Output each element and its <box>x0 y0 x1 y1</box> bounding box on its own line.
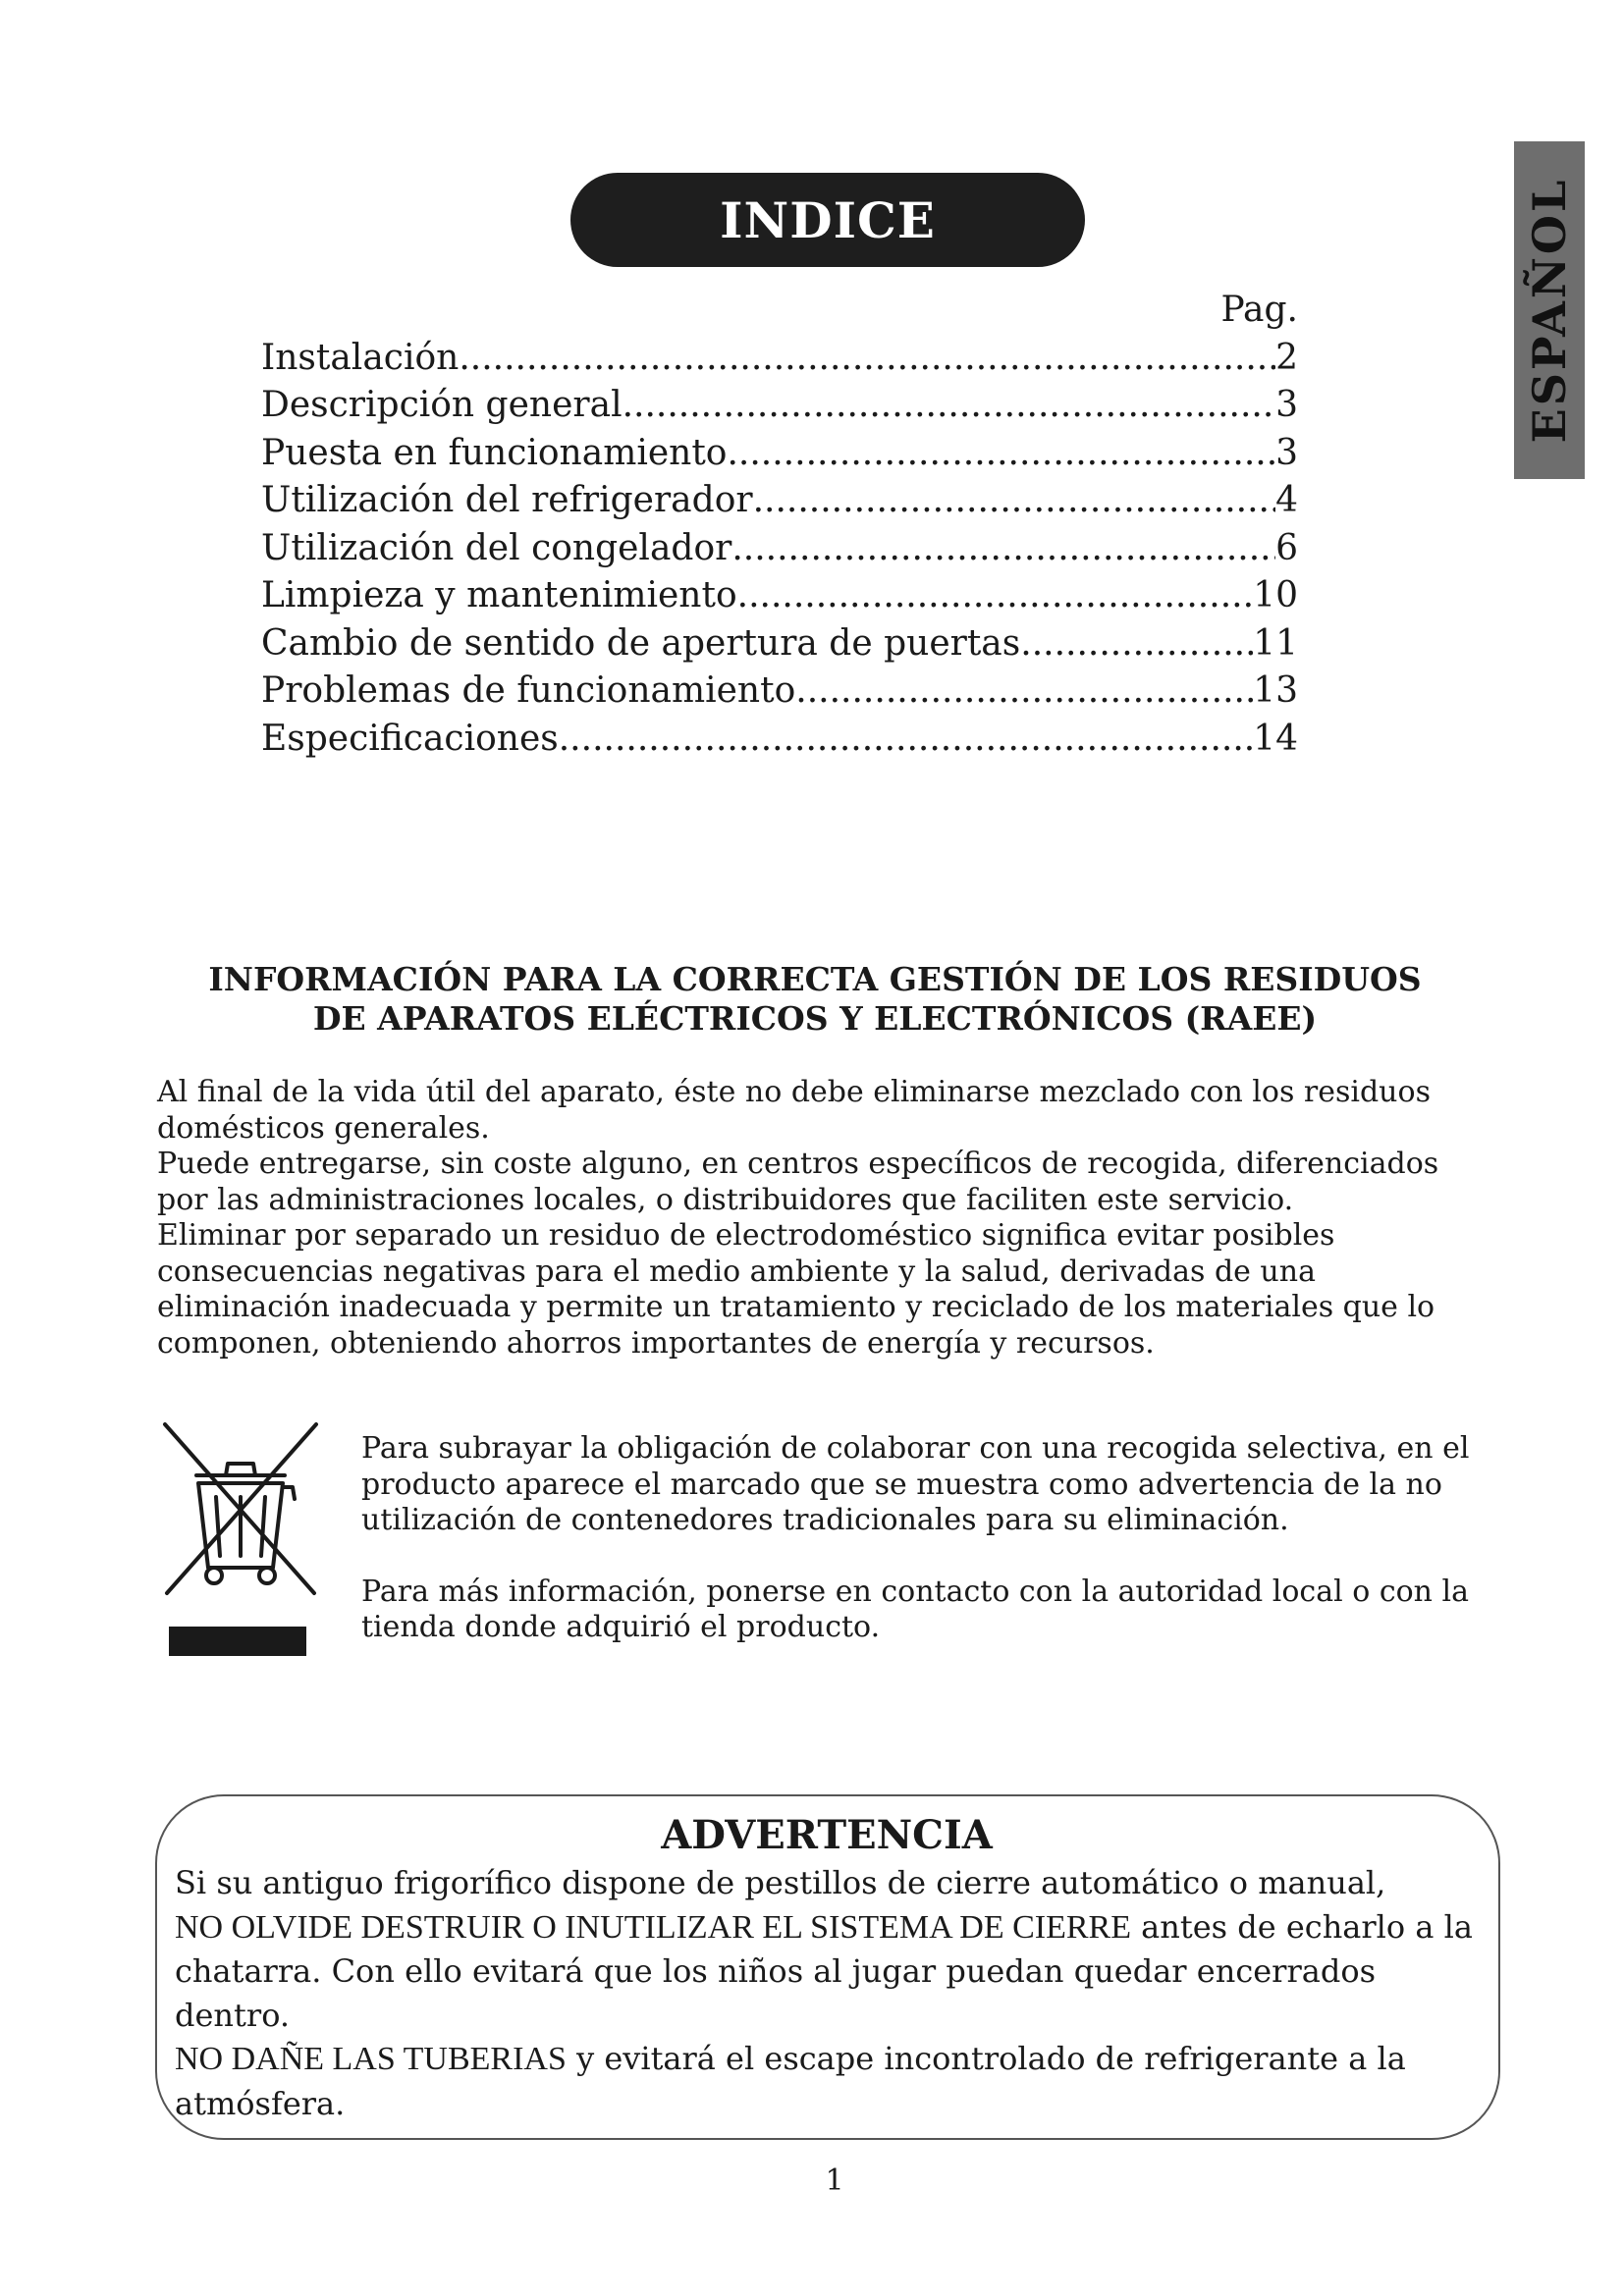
toc-entry-title: Utilización del refrigerador <box>261 480 753 520</box>
warning-text <box>175 1861 1479 2125</box>
raee-contact-note: Para más información, ponerse en contacto con la autoridad local o con la tienda donde adquirió el producto. <box>361 1574 1470 1644</box>
language-tab-label: ESPAÑOL <box>1523 177 1576 444</box>
toc-entry-page: 14 <box>1253 718 1298 759</box>
toc-dot-leader <box>1020 620 1253 668</box>
warning-line: antes de echarlo a la chatarra. Con ello evitará que los niños al jugar puedan quedar encerrados dentro. <box>175 1907 1473 2034</box>
toc-dot-leader <box>623 382 1276 430</box>
toc-entry-title: Instalación <box>261 337 460 378</box>
toc-entry-title: Especificaciones <box>261 718 559 759</box>
raee-heading <box>147 960 1483 1039</box>
warning-line: Si su antiguo frigorífico dispone de pestillos de cierre automático o manual, <box>175 1864 1386 1901</box>
crossed-out-bin-icon <box>157 1418 324 1659</box>
index-title-badge <box>570 173 1085 267</box>
toc-entry-page: 3 <box>1275 432 1298 473</box>
warning-caps-text: NO OLVIDE DESTRUIR O INUTILIZAR EL SISTEMA DE CIERRE <box>175 1908 1131 1946</box>
toc-entry <box>261 620 1298 668</box>
toc-entry-page: 13 <box>1253 670 1298 711</box>
raee-heading-line2: DE APARATOS ELÉCTRICOS Y ELECTRÓNICOS (RAEE) <box>312 999 1318 1038</box>
toc-entry-page: 10 <box>1253 575 1298 615</box>
toc-dot-leader <box>459 335 1275 383</box>
toc-entry <box>261 382 1298 430</box>
toc-entry-title: Descripción general <box>261 385 623 425</box>
index-title: INDICE <box>720 190 936 249</box>
toc-entry <box>261 667 1298 716</box>
warning-line: y evitará el escape incontrolado de refrigerante a la atmósfera. <box>175 2040 1406 2122</box>
raee-heading-line1: INFORMACIÓN PARA LA CORRECTA GESTIÓN DE LOS RESIDUOS <box>208 960 1422 998</box>
toc-entry-title: Utilización del congelador <box>261 527 732 568</box>
toc-dot-leader <box>727 430 1275 478</box>
toc-dot-leader <box>559 716 1253 764</box>
raee-symbol-notes <box>361 1431 1510 1646</box>
toc-entry <box>261 525 1298 573</box>
toc-dot-leader <box>753 477 1276 525</box>
toc-dot-leader <box>795 667 1253 716</box>
toc-entry-title: Limpieza y mantenimiento <box>261 575 737 615</box>
toc-entry-page: 6 <box>1275 527 1298 568</box>
toc-entry-title: Cambio de sentido de apertura de puertas <box>261 622 1021 664</box>
raee-paragraph: Al final de la vida útil del aparato, éste no debe eliminarse mezclado con los residuos domésticos generales. <box>157 1075 1431 1146</box>
toc-entry <box>261 716 1298 764</box>
raee-paragraph: Puede entregarse, sin coste alguno, en centros específicos de recogida, diferenciados por las administraciones locales, o distribuidores que faciliten este servicio. <box>157 1147 1439 1217</box>
toc-entry-title: Puesta en funcionamiento <box>261 432 728 473</box>
table-of-contents <box>261 287 1298 763</box>
toc-entry-page: 2 <box>1275 337 1298 378</box>
toc-entry-page: 3 <box>1275 385 1298 425</box>
toc-dot-leader <box>731 525 1275 573</box>
language-tab <box>1514 141 1585 479</box>
warning-caps-text: NO DAÑE LAS TUBERIAS <box>175 2041 567 2077</box>
page-number: 1 <box>825 2163 844 2198</box>
toc-entry <box>261 335 1298 383</box>
pag-column-header: Pag. <box>1220 290 1298 330</box>
toc-dot-leader <box>737 572 1254 620</box>
toc-entry <box>261 572 1298 620</box>
toc-entry <box>261 430 1298 478</box>
warning-title: ADVERTENCIA <box>661 1812 993 1858</box>
raee-body <box>157 1075 1492 1362</box>
warning-box <box>155 1794 1500 2140</box>
raee-symbol-note: Para subrayar la obligación de colaborar con una recogida selectiva, en el producto aparece el marcado que se muestra como advertencia de la no utilización de contenedores tradicionales para su eliminación. <box>361 1431 1470 1537</box>
toc-entry-page: 4 <box>1275 480 1298 520</box>
toc-entry-page: 11 <box>1253 622 1298 664</box>
raee-paragraph: Eliminar por separado un residuo de electrodoméstico significa evitar posibles consecuencias negativas para el medio ambiente y la salud, derivadas de una eliminación inadecuada y permite un tratamiento y reciclado de los materiales que lo componen, obteniendo ahorros importantes de energía y recursos. <box>157 1218 1435 1361</box>
toc-entry <box>261 477 1298 525</box>
toc-entry-title: Problemas de funcionamiento <box>261 670 796 711</box>
